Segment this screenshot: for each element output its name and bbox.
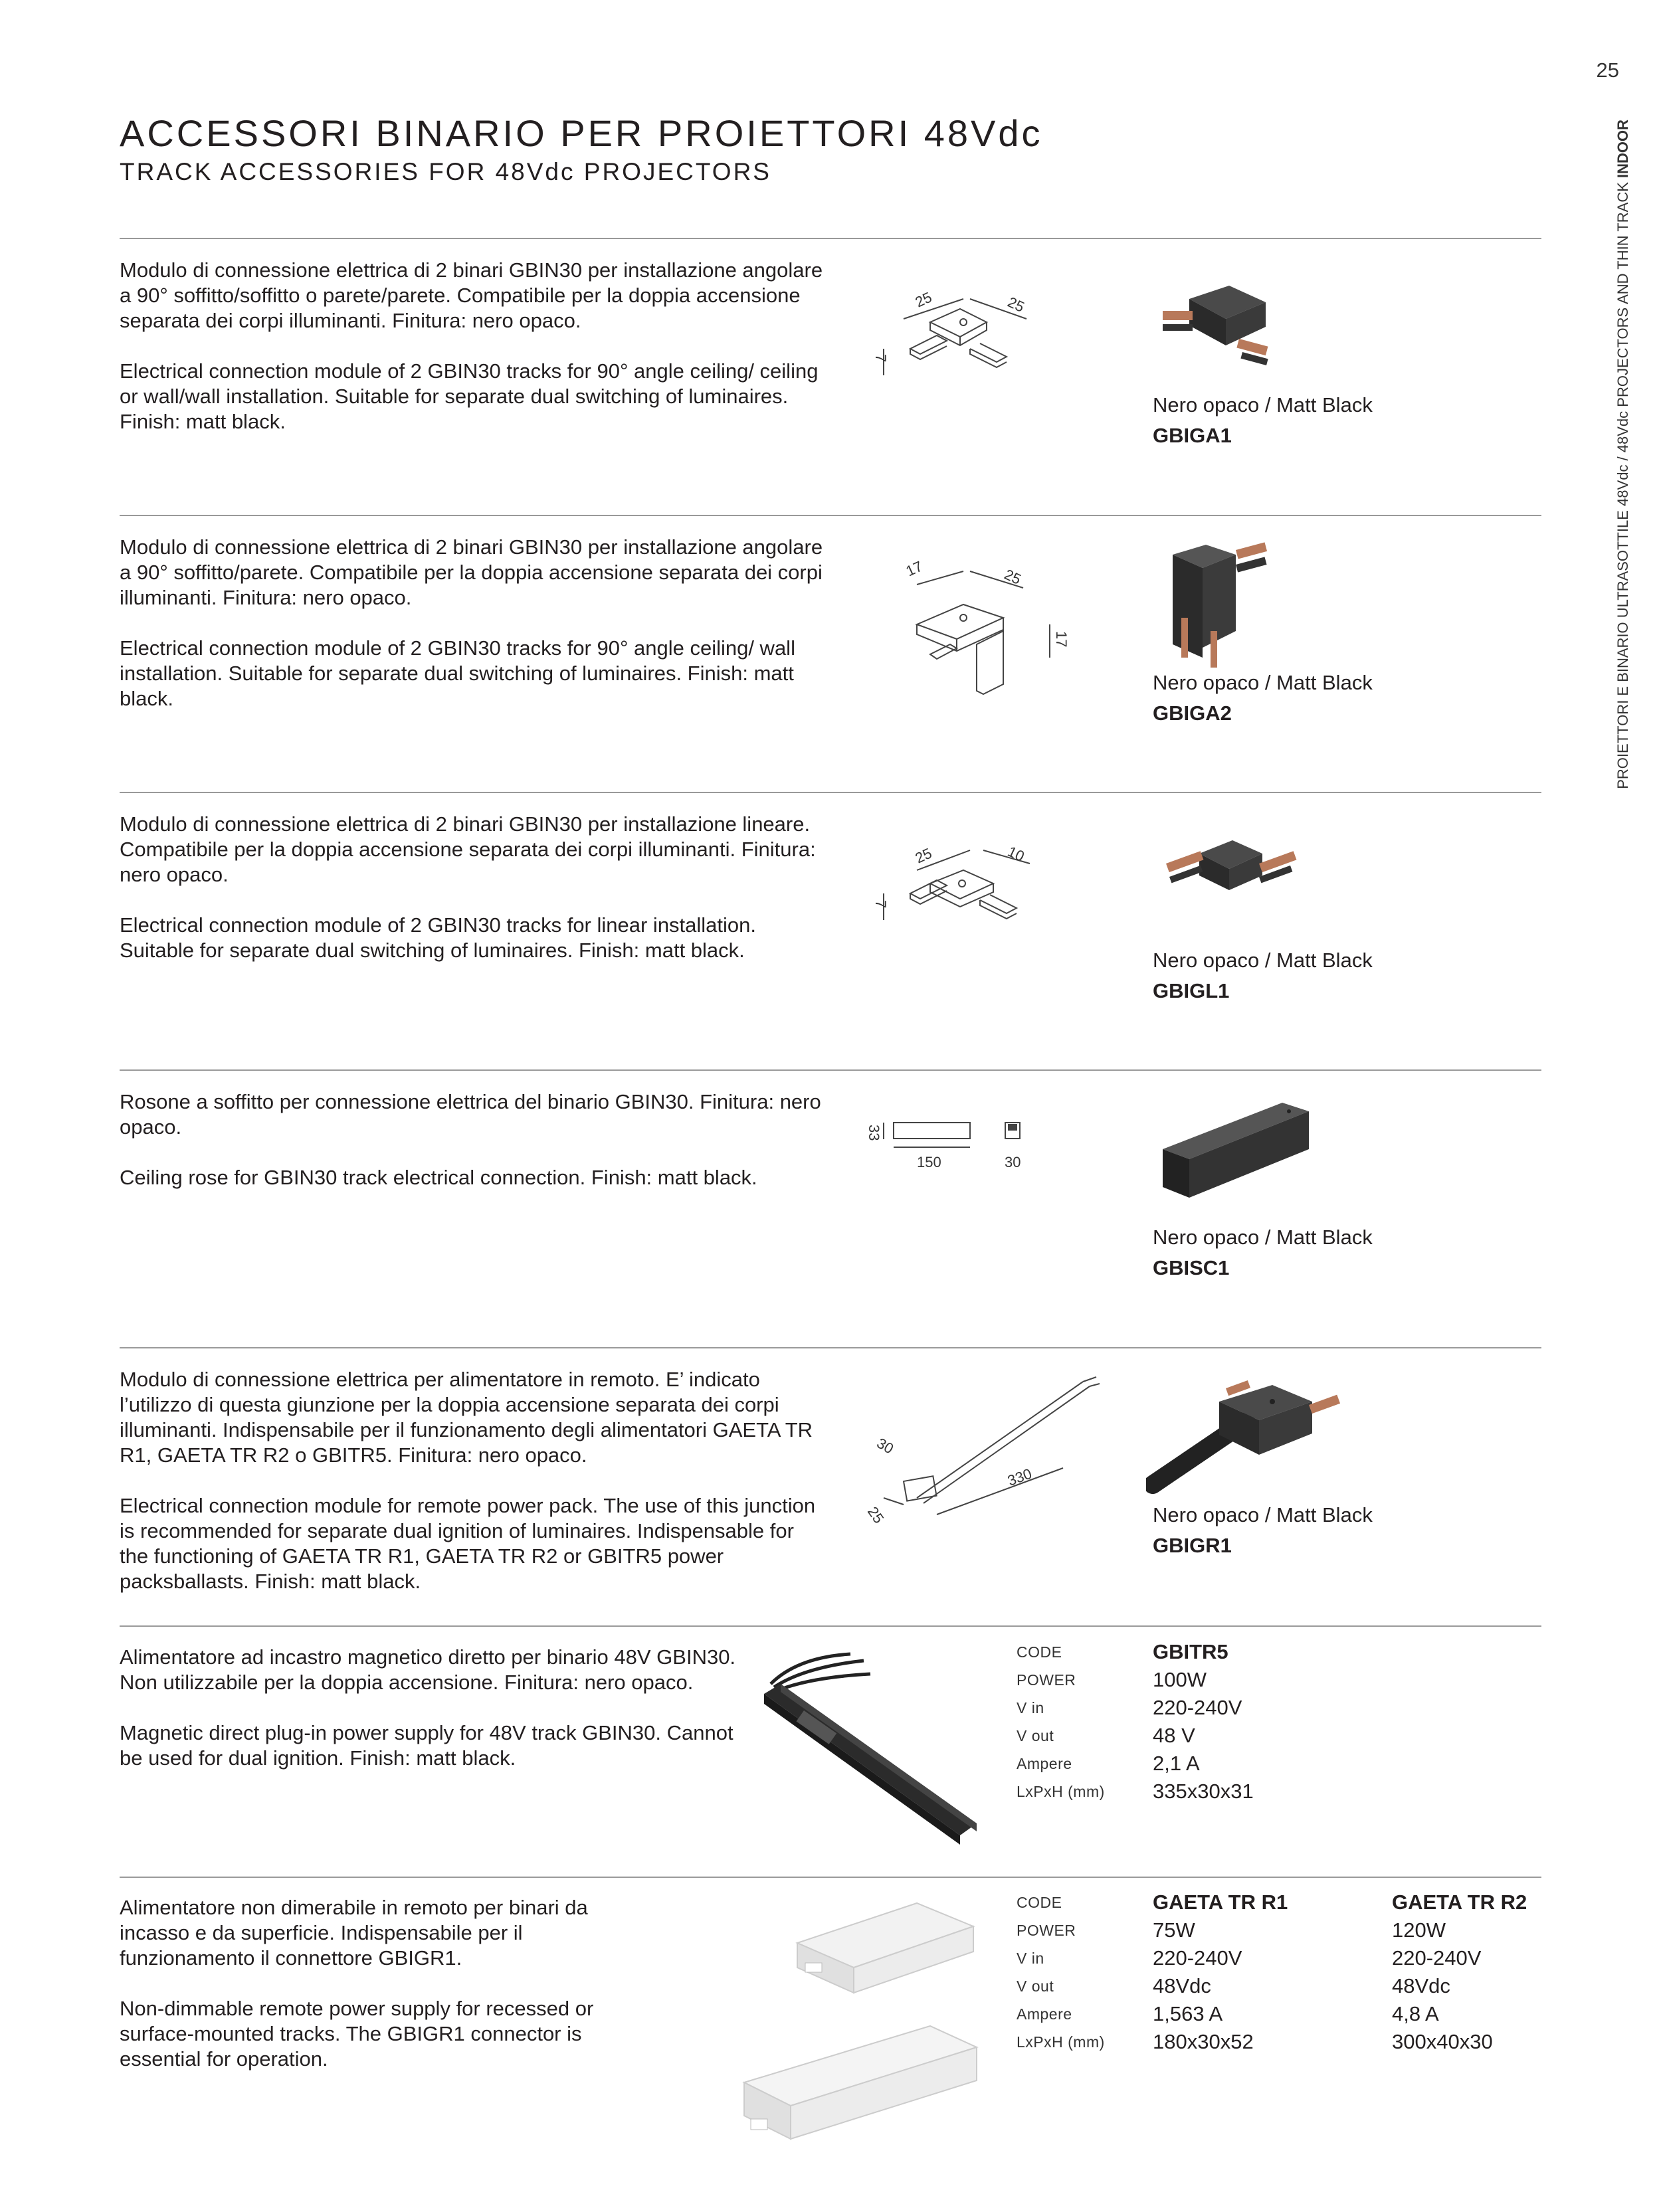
description-english: Magnetic direct plug-in power supply for 48V track GBIN30. Cannot be used for dual ignition. Finish: matt black. bbox=[120, 1721, 733, 1770]
spec-label: LxPxH (mm) bbox=[1017, 1783, 1105, 1800]
dimension-label: 17 bbox=[903, 558, 926, 580]
spec-label: Ampere bbox=[1017, 2005, 1072, 2023]
spec-label: V in bbox=[1017, 1699, 1044, 1716]
spec-row bbox=[1017, 1972, 1565, 2000]
description-english: Electrical connection module for remote power pack. The use of this junction is recommended for separate dual ignition of luminaires. Indispensable for the functioning of GAETA TR R1, GAETA TR R2 or GBITR5 power packsballasts. Finish: matt black. bbox=[120, 1494, 816, 1593]
spec-row bbox=[1017, 1750, 1392, 1778]
finish-label: Nero opaco / Matt Black bbox=[1153, 949, 1373, 972]
product-code: GBIGR1 bbox=[1153, 1534, 1232, 1557]
dimension-label: 150 bbox=[917, 1154, 941, 1170]
spec-value: 120W bbox=[1392, 1918, 1446, 1942]
spec-value: GAETA TR R2 bbox=[1392, 1890, 1527, 1914]
spec-label: Ampere bbox=[1017, 1755, 1072, 1772]
spec-label: V out bbox=[1017, 1727, 1054, 1744]
product-code: GBIGA1 bbox=[1153, 424, 1232, 447]
separator bbox=[120, 238, 1541, 239]
product-description bbox=[120, 1645, 757, 1771]
product-photo bbox=[1156, 538, 1269, 671]
spec-label: LxPxH (mm) bbox=[1017, 2033, 1105, 2051]
description-italian: Modulo di connessione elettrica per alimentatore in remoto. E’ indicato l’utilizzo di questa giunzione per la doppia accensione separata dei corpi illuminanti. Indispensabile per il funzionamento degli alimentatori GAETA TR R1, GAETA TR R2 o GBITR5. Finitura: nero opaco. bbox=[120, 1368, 813, 1467]
product-code: GBIGA2 bbox=[1153, 701, 1232, 725]
dimension-label: 10 bbox=[1005, 842, 1027, 865]
separator bbox=[120, 1625, 1541, 1627]
spec-value: 220-240V bbox=[1153, 1946, 1242, 1970]
product-photo bbox=[1153, 824, 1299, 917]
spec-row bbox=[1017, 1638, 1392, 1666]
spec-label: POWER bbox=[1017, 1671, 1076, 1689]
spec-table bbox=[1017, 1889, 1565, 2056]
page-title: ACCESSORI BINARIO PER PROIETTORI 48Vdc bbox=[120, 112, 1043, 154]
description-italian: Alimentatore ad incastro magnetico diretto per binario 48V GBIN30. Non utilizzabile per la doppia accensione. Finitura: nero opaco. bbox=[120, 1645, 736, 1694]
side-section-label bbox=[1614, 120, 1641, 870]
product-code: GBISC1 bbox=[1153, 1256, 1230, 1279]
spec-row bbox=[1017, 2028, 1565, 2056]
spec-value: 48Vdc bbox=[1153, 1974, 1211, 1997]
spec-value: GBITR5 bbox=[1153, 1640, 1228, 1663]
spec-value: 1,563 A bbox=[1153, 2002, 1223, 2025]
product-description bbox=[120, 812, 824, 963]
dimension-label: 25 bbox=[1001, 565, 1024, 588]
spec-value: 75W bbox=[1153, 1918, 1195, 1942]
spec-row bbox=[1017, 2000, 1565, 2028]
spec-label: CODE bbox=[1017, 1643, 1062, 1661]
finish-label: Nero opaco / Matt Black bbox=[1153, 671, 1373, 694]
spec-value: 2,1 A bbox=[1153, 1752, 1200, 1775]
spec-table bbox=[1017, 1638, 1392, 1805]
page-number: 25 bbox=[1596, 58, 1619, 82]
product-photo bbox=[1146, 1368, 1345, 1501]
separator bbox=[120, 792, 1541, 793]
dimension-drawing bbox=[857, 1113, 1043, 1179]
spec-value: 48Vdc bbox=[1392, 1974, 1450, 1997]
dimension-label: 25 bbox=[912, 288, 935, 311]
spec-value: 100W bbox=[1153, 1668, 1207, 1691]
dimension-label: 25 bbox=[1005, 293, 1027, 316]
spec-value: GAETA TR R1 bbox=[1153, 1890, 1288, 1914]
product-photo bbox=[1149, 279, 1276, 372]
spec-row bbox=[1017, 1778, 1392, 1805]
dimension-drawing bbox=[864, 1372, 1103, 1531]
spec-value: 220-240V bbox=[1392, 1946, 1482, 1970]
description-english: Ceiling rose for GBIN30 track electrical connection. Finish: matt black. bbox=[120, 1166, 757, 1189]
spec-value: 4,8 A bbox=[1392, 2002, 1439, 2025]
description-english: Electrical connection module of 2 GBIN30 tracks for 90° angle ceiling/ ceiling or wall/wall installation. Suitable for separate dual switching of luminaires. Finish: matt black. bbox=[120, 359, 819, 433]
side-label-bold: INDOOR bbox=[1614, 120, 1631, 178]
product-description bbox=[120, 1895, 651, 2072]
finish-label: Nero opaco / Matt Black bbox=[1153, 1503, 1373, 1526]
dimension-label: 30 bbox=[874, 1434, 897, 1457]
description-italian: Rosone a soffitto per connessione elettrica del binario GBIN30. Finitura: nero opaco. bbox=[120, 1090, 821, 1139]
product-description bbox=[120, 1367, 824, 1594]
description-english: Non-dimmable remote power supply for recessed or surface-mounted tracks. The GBIGR1 connector is essential for operation. bbox=[120, 1997, 594, 2071]
product-description bbox=[120, 535, 824, 711]
separator bbox=[120, 1347, 1541, 1348]
spec-row bbox=[1017, 1722, 1392, 1750]
separator bbox=[120, 1877, 1541, 1878]
product-photo bbox=[744, 1637, 983, 1850]
finish-label: Nero opaco / Matt Black bbox=[1153, 1226, 1373, 1249]
dimension-label: 25 bbox=[864, 1503, 888, 1526]
description-italian: Modulo di connessione elettrica di 2 binari GBIN30 per installazione angolare a 90° soffitto/parete. Compatibile per la doppia accensione separata dei corpi illuminanti. Finitura: nero opaco. bbox=[120, 535, 823, 609]
description-italian: Alimentatore non dimerabile in remoto per binari da incasso e da superficie. Indispensabile per il funzionamento il connettore GBIGR1. bbox=[120, 1896, 588, 1970]
dimension-label: 30 bbox=[1005, 1154, 1021, 1170]
spec-label: V in bbox=[1017, 1950, 1044, 1967]
spec-label: V out bbox=[1017, 1978, 1054, 1995]
spec-row bbox=[1017, 1916, 1565, 1944]
dimension-label: 7 bbox=[872, 900, 889, 909]
spec-value: 220-240V bbox=[1153, 1696, 1242, 1719]
finish-label: Nero opaco / Matt Black bbox=[1153, 393, 1373, 416]
spec-value: 48 V bbox=[1153, 1724, 1195, 1747]
spec-value: 300x40x30 bbox=[1392, 2030, 1493, 2053]
spec-row bbox=[1017, 1889, 1565, 1916]
product-code: GBIGL1 bbox=[1153, 979, 1230, 1002]
separator bbox=[120, 1069, 1541, 1071]
product-photo bbox=[731, 1893, 983, 2172]
separator bbox=[120, 515, 1541, 516]
spec-value: 180x30x52 bbox=[1153, 2030, 1254, 2053]
dimension-drawing bbox=[870, 834, 1050, 940]
page-subtitle: TRACK ACCESSORIES FOR 48Vdc PROJECTORS bbox=[120, 158, 771, 185]
description-italian: Modulo di connessione elettrica di 2 binari GBIN30 per installazione lineare. Compatibile per la doppia accensione separata dei corpi illuminanti. Finitura: nero opaco. bbox=[120, 812, 816, 886]
product-photo bbox=[1149, 1099, 1322, 1212]
dimension-drawing bbox=[870, 282, 1050, 399]
dimension-label: 33 bbox=[866, 1125, 882, 1141]
product-description bbox=[120, 1089, 824, 1190]
dimension-label: 330 bbox=[1005, 1465, 1034, 1489]
spec-label: CODE bbox=[1017, 1894, 1062, 1911]
description-english: Electrical connection module of 2 GBIN30 tracks for 90° angle ceiling/ wall installation. Suitable for separate dual switching of luminaires. Finish: matt black. bbox=[120, 636, 795, 710]
dimension-label: 25 bbox=[912, 844, 935, 867]
spec-row bbox=[1017, 1944, 1565, 1972]
spec-row bbox=[1017, 1666, 1392, 1694]
dimension-label: 17 bbox=[1053, 631, 1070, 648]
spec-value: 335x30x31 bbox=[1153, 1780, 1254, 1803]
description-italian: Modulo di connessione elettrica di 2 binari GBIN30 per installazione angolare a 90° soffitto/soffitto o parete/parete. Compatibile per la doppia accensione separata dei corpi illuminanti. Finitura: nero opaco. bbox=[120, 258, 823, 332]
description-english: Electrical connection module of 2 GBIN30 tracks for linear installation. Suitable for separate dual switching of luminaires. Finish: matt black. bbox=[120, 913, 757, 962]
product-description bbox=[120, 258, 824, 434]
dimension-label: 7 bbox=[872, 354, 889, 363]
spec-label: POWER bbox=[1017, 1922, 1076, 1939]
dimension-drawing bbox=[890, 558, 1070, 697]
spec-row bbox=[1017, 1694, 1392, 1722]
side-label-text: PROIETTORI E BINARIO ULTRASOTTILE 48Vdc / 48Vdc PROJECTORS AND THIN TRACK bbox=[1614, 178, 1631, 789]
